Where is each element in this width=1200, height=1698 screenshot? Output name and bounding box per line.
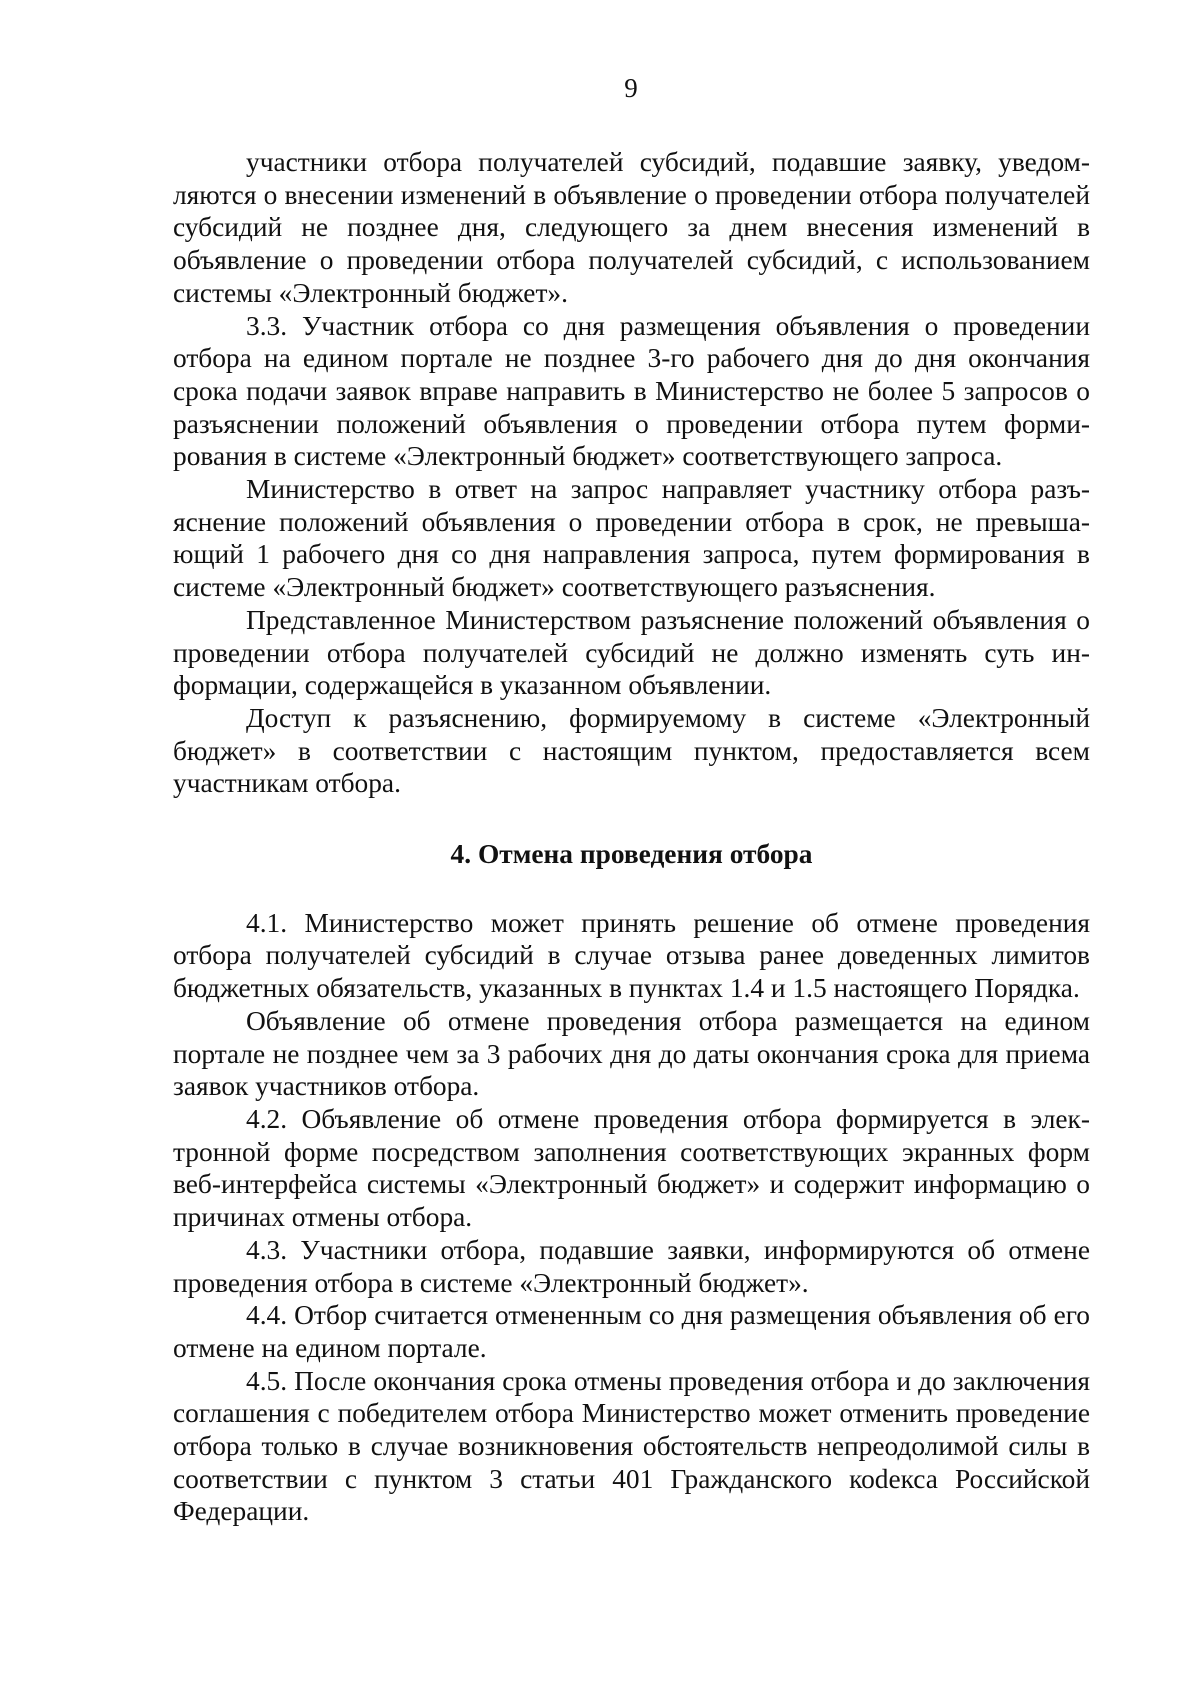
page-number: 9 [624,73,638,103]
paragraph-cancellation-announcement: Объявление об отмене проведения отбора размещается на едином портале не позднее чем за 3 рабочих дня до даты окончания срока для приема заявок участников отбора. [173,1005,1090,1102]
paragraph-continuation: участники отбора получателей субсидий, подавшие заявку, уведомляются о внесении изменений в объявление о проведении отбора получателей субсидий не позднее дня, следующего за днем внесения изменений в объявление о проведении отбора получателей субсидий, с использованием системы «Электронный бюджет». [173,147,1090,308]
paragraph-ministry-response: Министерство в ответ на запрос направляет участнику отбора разъяснение положений объявления о проведении отбора в срок, не превышающий 1 рабочего дня со дня направления запроса, путем формирования в системе «Электронный бюджет» соответствующего разъяснения. [173,474,1090,603]
paragraph-4-2: 4.2. Объявление об отмене проведения отбора формируется в электронной форме посредством заполнения соответствующих экранных форм веб-интерфейса системы «Электронный бюджет» и содержит информацию о причинах отмены отбора. [173,1103,1090,1233]
paragraph-clarification-content: Представленное Министерством разъяснение положений объявления о проведении отбора получателей субсидий не должно изменять суть информации, содержащейся в указанном объявлении. [173,604,1090,701]
document-body [173,146,1090,1528]
paragraph-4-4: 4.4. Отбор считается отмененным со дня размещения объявления об его отмене на едином портале. [173,1300,1090,1363]
paragraph-4-1: 4.1. Министерство может принять решение об отмене проведения отбора получателей субсидий в случае отзыва ранее доведенных лимитов бюджетных обязательств, указанных в пунктах 1.4 и 1.5 настоящего Порядка. [173,907,1090,1004]
paragraph-clarification-access: Доступ к разъяснению, формируемому в системе «Электронный бюджет» в соответствии с настоящим пунктом, предоставляется всем участникам отбора. [173,702,1090,799]
paragraph-4-3: 4.3. Участники отбора, подавшие заявки, информируются об отмене проведения отбора в системе «Электронный бюджет». [173,1234,1090,1298]
section-heading: 4. Отмена проведения отбора [450,839,813,870]
paragraph-3-3: 3.3. Участник отбора со дня размещения объявления о проведении отбора на едином портале не позднее 3-го рабочего дня до дня окончания срока подачи заявок вправе направить в Министерство не более 5 запросов о разъяснении положений объявления о проведении отбора путем формирования в системе «Электронный бюджет» соответствующего запроса. [173,310,1090,472]
paragraph-4-5: 4.5. После окончания срока отмены проведения отбора и до заключения соглашения с победителем отбора Министерство может отменить проведение отбора только в случае возникновения обстоятельств непреодолимой силы в соответствии с пунктом 3 статьи 401 Гражданского коdекса Российской Федерации. [173,1365,1090,1527]
